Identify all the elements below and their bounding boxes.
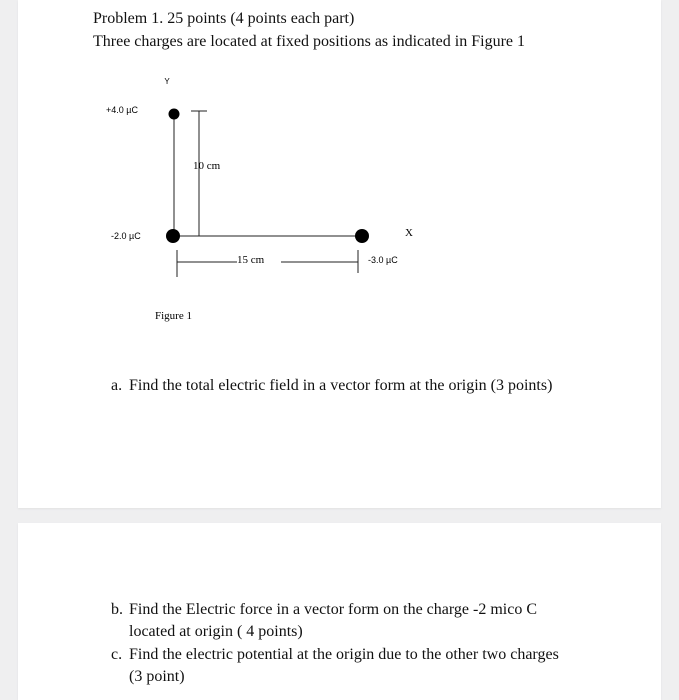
problem-statement: Three charges are located at fixed positions as indicated in Figure 1 bbox=[93, 33, 525, 50]
figure-1 bbox=[18, 0, 661, 508]
y-axis-label: Y bbox=[164, 77, 170, 86]
horizontal-distance-label: 15 cm bbox=[237, 254, 265, 266]
problem-card-continued bbox=[18, 523, 661, 700]
charge-top-label: +4.0 µC bbox=[106, 105, 138, 115]
part-a-text: Find the total electric field in a vector form at the origin (3 points) bbox=[129, 377, 553, 394]
charge-origin bbox=[166, 229, 180, 243]
part-c bbox=[111, 644, 559, 688]
figure-caption: Figure 1 bbox=[155, 310, 192, 322]
part-b-line1: Find the Electric force in a vector form on the charge -2 mico C bbox=[129, 601, 537, 618]
x-axis-label: X bbox=[405, 227, 413, 239]
charge-right-label: -3.0 µC bbox=[368, 255, 398, 265]
part-c-line2: (3 point) bbox=[129, 668, 185, 685]
part-b-letter: b. bbox=[111, 601, 123, 618]
part-b bbox=[111, 599, 537, 643]
charge-top bbox=[169, 109, 180, 120]
charge-origin-label: -2.0 µC bbox=[111, 231, 141, 241]
problem-card bbox=[18, 0, 661, 508]
vertical-distance-label: 10 cm bbox=[193, 160, 221, 172]
part-c-letter: c. bbox=[111, 646, 123, 663]
problem-title: Problem 1. 25 points (4 points each part) bbox=[93, 10, 355, 27]
part-a-letter: a. bbox=[111, 377, 123, 394]
part-a bbox=[111, 375, 552, 397]
charge-right bbox=[355, 229, 369, 243]
part-b-line2: located at origin ( 4 points) bbox=[129, 623, 303, 640]
part-c-line1: Find the electric potential at the origin due to the other two charges bbox=[129, 646, 559, 663]
